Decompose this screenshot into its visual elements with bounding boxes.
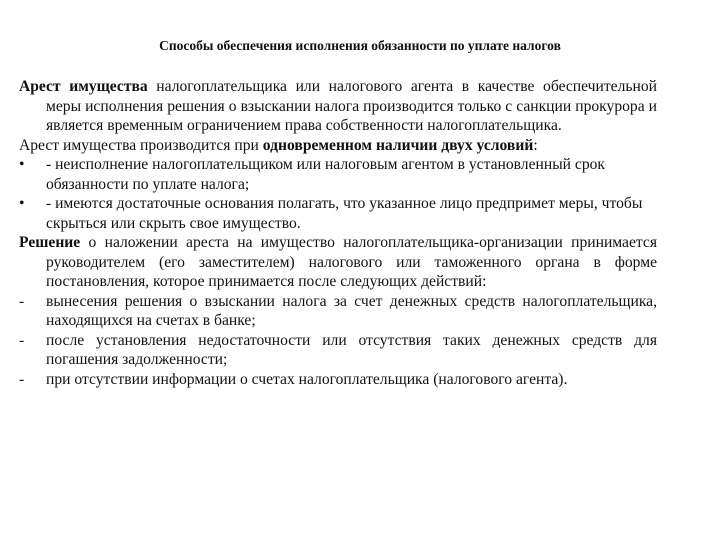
condition-text: - имеются достаточные основания полагать, что указанное лицо предпримет меры, чтобы скрыться или скрыть свое имущество. [46,195,643,232]
action-text: при отсутствии информации о счетах налогоплательщика (налогового агента). [46,370,568,388]
arrest-lead: Арест имущества [19,78,148,95]
arrest-text: налогоплательщика или налогового агента в качестве обеспечительной меры исполнения решения о взыскании налога производится только с санкции прокурора и является временным ограничением права собственности налогоплательщика. [46,78,657,134]
page-title: Способы обеспечения исполнения обязанности по уплате налогов [159,38,561,53]
decision-text: о наложении ареста на имущество налогоплательщика-организации принимается руководителем (его заместителем) налогового или таможенного органа в форме постановления, которое принимается после следующих действий: [46,234,657,290]
action-item [19,292,657,331]
dash-marker: - [19,292,25,310]
conditions-bold: одновременном наличии двух условий [262,136,534,154]
dash-marker: - [19,331,25,349]
conditions-paragraph [19,136,657,156]
decision-lead: Решение [19,234,81,251]
condition-item [19,155,657,194]
action-text: вынесения решения о взыскании налога за счет денежных средств налогоплательщика, находящихся на счетах в банке; [46,292,657,329]
document-body [19,77,657,389]
action-text: после установления недостаточности или отсутствия таких денежных средств для погашения задолженности; [46,331,657,368]
decision-paragraph [19,233,657,292]
action-item [19,331,657,370]
condition-text: - неисполнение налогоплательщиком или налоговым агентом в установленный срок обязанности по уплате налога; [46,156,606,193]
action-item [19,370,657,390]
condition-item [19,194,657,233]
arrest-paragraph [19,77,657,136]
bullet-marker: • [19,195,25,212]
conditions-tail: : [533,136,538,154]
dash-marker: - [19,370,25,388]
conditions-lead: Арест имущества производится при [19,136,263,154]
bullet-marker: • [19,156,25,173]
